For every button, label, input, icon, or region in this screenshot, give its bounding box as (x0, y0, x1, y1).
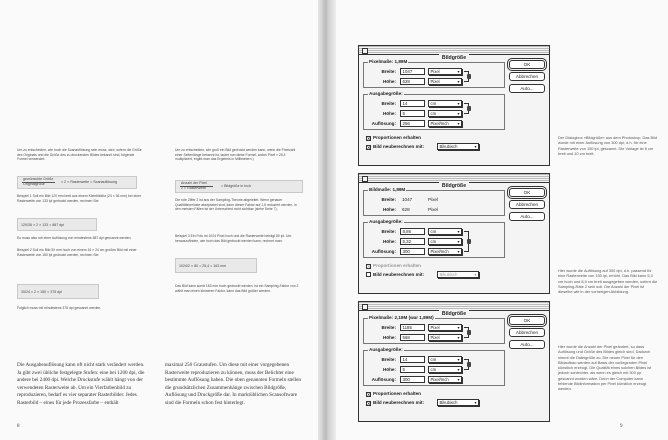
print-height-input[interactable]: 5 (400, 110, 425, 117)
print-width-unit-select[interactable]: cm ▾ (428, 228, 462, 235)
pixel-width-input[interactable]: 1185 (400, 324, 425, 331)
close-box-icon[interactable] (362, 176, 368, 182)
pixel-height-unit: Pixel (428, 207, 438, 212)
col2-text-2: Die rote Ziffer 2 ist aus der Sampling-Theorie abgeleitet. Wenn genauer Qualitätsverluste akzeptabel sind, kann dieser Faktor auf 1,5 reduziert werden, in den meisten Fällen ist der Unterschied nicht sichtbar (siehe Seite 7). (175, 198, 297, 212)
print-height-input[interactable]: 5 (400, 366, 425, 373)
print-width-unit-select[interactable]: cm ▾ (428, 100, 462, 107)
width-label: Breite: (381, 101, 396, 106)
example-3-text: Beispiel 3 Ein Foto ist 1024 Pixel hoch und die Rasterweite beträgt 80 lpi. Um herauszufinden, wie hoch das Bild gedruckt werden kann, rechnet man: (175, 234, 292, 243)
example-1-after: Es muss also mit einer Auflösung von mindestens 887 dpi gescannt werden. (17, 236, 132, 240)
example-2-text: Beispiel 2 Soll ein Bild 30 mm hoch von einem 16 × 24 cm großen Bild mit einer Rasterweite von 150 lpi gedruckt werden, rechnen Sie: (17, 248, 137, 257)
pixel-height-input[interactable]: 568 (400, 334, 425, 341)
width-label: Breite: (381, 325, 396, 330)
height-label: Höhe: (382, 111, 396, 116)
pixel-dimensions-group (363, 315, 505, 344)
auto-button[interactable]: Auto... (509, 340, 545, 349)
close-box-icon[interactable] (362, 304, 368, 310)
dialog-title: Bildgröße (439, 310, 469, 318)
resample-checkbox[interactable]: ✕ Bild neuberechnen mit: (367, 400, 425, 406)
pixel-height-unit-select[interactable]: Pixel ▾ (428, 334, 462, 341)
height-label: Höhe: (382, 335, 396, 340)
height-label: Höhe: (382, 79, 396, 84)
image-size-dialog-3 (358, 301, 550, 422)
pixel-width-input[interactable]: 1047 (400, 68, 425, 75)
constrain-proportions-checkbox[interactable]: ✕ Proportionen erhalten (367, 263, 421, 269)
height-label: Höhe: (382, 207, 396, 212)
dialog-title: Bildgröße (439, 182, 469, 190)
auto-button[interactable]: Auto... (509, 212, 545, 221)
example-1-box (17, 218, 97, 231)
caption-2: Hier wurde die Auflösung auf 300 dpi, d.h. passend für eine Rasterweite von 150 lpi, erhöht. Das Bild kann 5,3 cm hoch und 8,9 cm breit ausgegeben werden, sofern die Sampling-Rate 2 sein soll. Die Anzahl der Pixel ist dieselbe wie in der vorherigen Abbildung. (558, 268, 658, 295)
height-label: Höhe: (382, 239, 396, 244)
example-1-formula: 120/36 × 2 × 133 = 887 dpi (21, 223, 65, 227)
pixel-height-input[interactable]: 628 (400, 78, 425, 85)
constrain-link-icon (464, 71, 469, 82)
formula-1-den: Originalgröße (23, 182, 45, 186)
example-3-box (175, 258, 257, 273)
print-size-label: Ausgabegröße: (369, 219, 403, 224)
width-label: Breite: (381, 229, 396, 234)
ok-button[interactable]: OK (509, 60, 545, 69)
constrain-link-icon (464, 231, 469, 252)
constrain-proportions-checkbox[interactable]: ✕ Proportionen erhalten (367, 135, 421, 141)
ok-button[interactable]: OK (509, 316, 545, 325)
example-2-after: Folglich muss mit mindestens 375 dpi gescannt werden. (17, 306, 102, 310)
print-height-unit-select[interactable]: cm ▾ (428, 366, 462, 373)
constrain-link-icon (464, 103, 469, 114)
print-size-label: Ausgabegröße: (369, 347, 403, 352)
resolution-unit-select[interactable]: Pixel/Inch ▾ (428, 120, 462, 127)
constrain-proportions-checkbox[interactable]: ✕ Proportionen erhalten (367, 391, 421, 397)
pixel-height-value: 628 (402, 207, 410, 212)
cancel-button[interactable]: Abbrechen (509, 72, 545, 81)
left-page (0, 0, 318, 440)
pixel-height-unit-select[interactable]: Pixel ▾ (428, 78, 462, 85)
print-size-group (363, 347, 505, 386)
image-size-dialog-2 (358, 173, 550, 294)
print-size-label: Ausgabegröße: (369, 91, 403, 96)
pixel-dimensions-group (363, 59, 505, 88)
dialog-title: Bildgröße (439, 54, 469, 62)
image-size-dialog-1 (358, 45, 550, 166)
resolution-label: Auflösung: (371, 377, 396, 382)
pixel-width-unit: Pixel (428, 197, 438, 202)
right-page (336, 0, 668, 440)
constrain-link-icon (464, 359, 469, 370)
book-gutter (318, 0, 336, 440)
resample-method-select[interactable]: Bikubisch ▾ (437, 271, 479, 278)
dialog-titlebar (359, 174, 549, 189)
caption-1: Der Dialogbox »Bildgröße« aus dem Photoshop. Das Bild wurde mit einer Auflösung von 300 dpi, d.h. für eine Rasterweite von 150 lpi, gescannt. Die Vorlage ist 8 cm breit und 10 cm breit. (558, 135, 658, 156)
height-label: Höhe: (382, 367, 396, 372)
dialog-titlebar (359, 46, 549, 61)
width-label: Breite: (381, 357, 396, 362)
close-box-icon[interactable] (362, 48, 368, 54)
print-size-group (363, 91, 505, 130)
resolution-label: Auflösung: (371, 121, 396, 126)
caption-3: Hier wurde die Anzahl der Pixel geändert, so dass Auflösung und Größe des Bildes gleich sind. Dadurch nimmt die Dateigröße zu. Die neuen Pixel für den Bildaufbau werden auf Basis der vorliegenden Pixel künstlich erzeugt. Die Qualität eines solchen Bildes ist jedoch schlechter, als wenn es gleich mit 300 pp gescannt worden wäre. Denn der Computer kann fehlende Bildinformation per Pixel künstlich erzeugt werden. (558, 344, 652, 392)
body-text-col1: Die Ausgabeauflösung kann oft nicht stark verändert werden. Ja gibt zwei übliche festgelegte Stufen: eine bei 1200 dpi, die andere bei 2400 dpi. Welche Druckstufe wählt hängt von der verwendeten Rasterweite ab. Um ein Vierfarbenbild zu reproduzieren, bedarf es vier separater Rasterbilder. Jedes Rasterbild – eines für jede Prozessfarbe – enthält (17, 362, 145, 406)
width-label: Breite: (381, 69, 396, 74)
example-2-formula: 30/24 × 2 × 150 = 375 dpi (21, 290, 63, 294)
resolution-label: Auflösung: (371, 249, 396, 254)
formula-2-den: 2 × Rasterweite (181, 186, 207, 190)
formula-2-num: Anzahl der Pixel (181, 181, 207, 185)
resolution-input[interactable]: 300 (400, 376, 425, 383)
col1-intro: Um zu entscheiden, wie hoch die Scanauflösung sein muss, wird, sofern die Größe des Originals und die Größe des zu druckenden Bildes bekannt sind, folgende Formel verwendet: (17, 148, 142, 162)
print-width-unit-select[interactable]: cm ▾ (428, 356, 462, 363)
resample-checkbox[interactable]: ✕ Bild neuberechnen mit: (367, 144, 425, 150)
page-number-right: 9 (620, 424, 623, 429)
auto-button[interactable]: Auto... (509, 84, 545, 93)
cancel-button[interactable]: Abbrechen (509, 200, 545, 209)
print-height-unit-select[interactable]: cm ▾ (428, 110, 462, 117)
page-number-left: 8 (17, 424, 20, 429)
print-width-input[interactable]: 14 (400, 100, 425, 107)
cancel-button[interactable]: Abbrechen (509, 328, 545, 337)
print-width-input[interactable]: 14 (400, 356, 425, 363)
example-2-box (17, 284, 99, 299)
ok-button[interactable]: OK (509, 188, 545, 197)
pixel-dimensions-label: Pixelmaße: 1,89M (369, 59, 408, 64)
resample-checkbox[interactable]: Bild neuberechnen mit: (366, 272, 424, 277)
resample-method-select[interactable]: Bikubisch ▾ (437, 143, 479, 150)
col2-intro: Um zu entscheiden, wie groß ein Bild gedruckt werden kann, wenn die Pixelzahl einer Seitenlänge bekannt ist, lautet nun diese Formel, wobei Pixel × 25,4 multipliziert, ergibt man das Ergebnis in Millimetern.) (175, 148, 296, 162)
print-size-group (363, 219, 505, 258)
resolution-input[interactable]: 300 (400, 248, 425, 255)
dialog-titlebar (359, 302, 549, 317)
pixel-width-unit-select[interactable]: Pixel ▾ (428, 324, 462, 331)
width-label: Breite: (381, 197, 396, 202)
print-width-input[interactable]: 8,86 (400, 228, 425, 235)
constrain-link-icon (464, 327, 469, 338)
resolution-unit-select[interactable]: Pixel/Inch ▾ (428, 248, 462, 255)
pixel-dimensions-group (363, 187, 505, 216)
pixel-width-value: 1047 (402, 197, 413, 202)
resolution-unit-select[interactable]: Pixel/Inch ▾ (428, 376, 462, 383)
formula-box-1 (17, 176, 137, 189)
print-height-input[interactable]: 5,32 (400, 238, 425, 245)
resolution-input[interactable]: 256 (400, 120, 425, 127)
formula-2-rest: = Bildgröße in Inch (221, 184, 252, 188)
pixel-dimensions-label: Bildmaße: 1,89M (369, 187, 406, 192)
formula-box-2 (175, 180, 303, 193)
pixel-width-unit-select[interactable]: Pixel ▾ (428, 68, 462, 75)
example-3-formula: 1024/2 × 80 = 25,4 = 163 mm (179, 264, 227, 268)
resample-method-select[interactable]: Bikubisch ▾ (437, 399, 479, 406)
body-text-col2: maximal 256 Graustufen. Um diese mit einer vorgegebenen Rasterweite reproduzieren zu können, muss der Belichter eine bestimmte Auflösung haben. Die oben genannten Formeln stellen die grundsätzlichen Zusammenhänge zwischen Bildgröße, Auflösung und Druckgröße dar. In marktüblichen Scansoftware sind die Formeln schon fest hinterlegt. (165, 362, 301, 406)
example-1-text: Beispiel 1 Soll ein Bild 120 mm breit aus einem Kleinbilddia (24 × 36 mm) bei einer Rasterweite von 133 lpi gedruckt werden, rechnen Sie: (17, 194, 142, 203)
print-height-unit-select[interactable]: cm ▾ (428, 238, 462, 245)
example-3-after: Das Bild kann somit 163 mm hoch gedruckt werden. Ist ein Sampling-Faktor von 2 wählt man einen kleineren Faktor, kann das Bild größer werden. (175, 284, 299, 293)
pixel-dimensions-label: Pixelmaße: 2,19M (war 1,89M) (369, 315, 434, 320)
formula-1-num: gewünschte Größe (23, 177, 54, 181)
formula-1-rest: × 2 × Rasterweite = Scanauflösung (61, 180, 118, 184)
